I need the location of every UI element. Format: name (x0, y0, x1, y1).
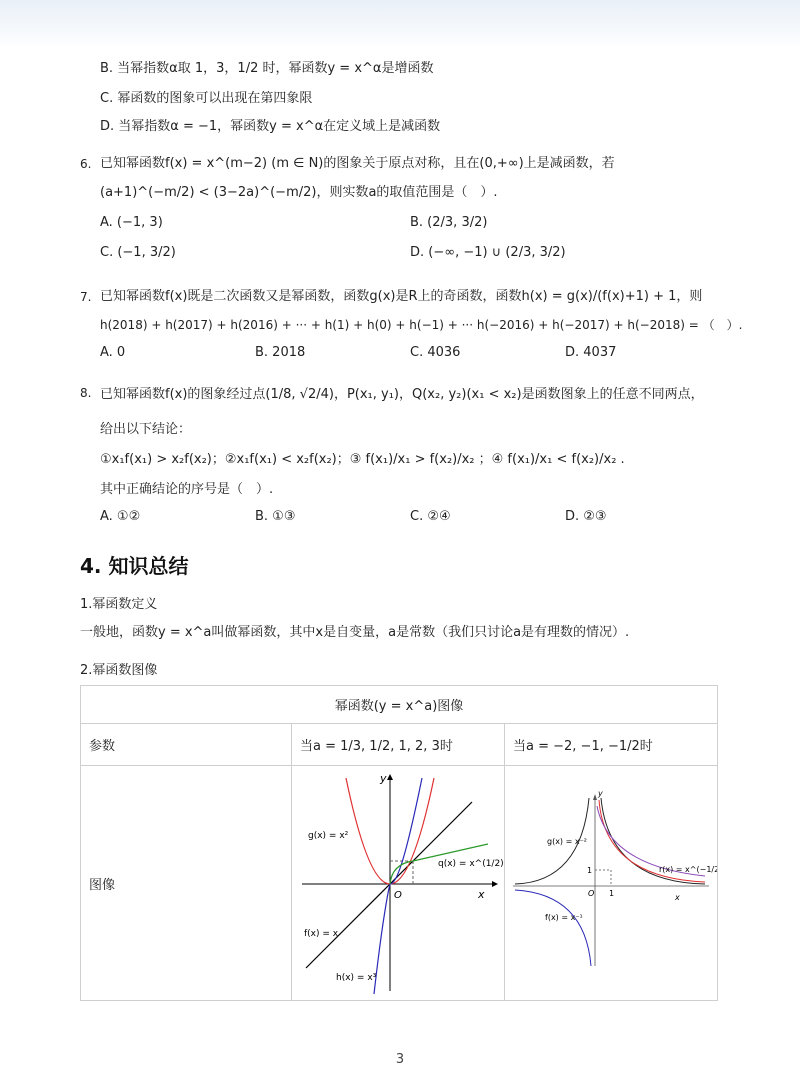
q5-option-b: B. 当幂指数α取 1，3，1/2 时，幂函数y = x^α是增函数 (100, 61, 434, 76)
graph2-origin-label: O (588, 889, 595, 898)
q6-option-d: D. (−∞, −1) ∪ (2/3, 3/2) (410, 245, 566, 260)
graph-positive-cell (292, 766, 505, 1001)
q7-number: 7. (80, 290, 92, 304)
q6-option-b: B. (2/3, 3/2) (410, 215, 488, 230)
q7-stem-line2: h(2018) + h(2017) + h(2016) + ··· + h(1) + h(0) + h(−1) + ··· h(−2016) + h(−2017) + h(−2018) = （ ）. (100, 318, 743, 332)
q8-option-d: D. ②③ (565, 509, 607, 524)
curve-f-linear (306, 802, 472, 968)
param-positive: 当a = 1/3, 1/2, 1, 2, 3时 (292, 724, 505, 766)
q7-option-d: D. 4037 (565, 345, 617, 360)
graph2-x-label: x (675, 893, 680, 902)
q6-option-a: A. (−1, 3) (100, 215, 163, 230)
section-title: 4. 知识总结 (80, 554, 189, 578)
graph2-one-y: 1 (587, 866, 593, 875)
q8-stem-line1: 已知幂函数f(x)的图象经过点(1/8, √2/4)，P(x₁, y₁)，Q(x₂, y₂)(x₁ < x₂)是函数图象上的任意不同两点， (100, 387, 704, 402)
f-inv-label: f(x) = x⁻¹ (545, 913, 583, 922)
q8-option-c: C. ②④ (410, 509, 451, 524)
q-curve-label: q(x) = x^(1/2) (438, 859, 504, 869)
graph-negative-cell (505, 766, 718, 1001)
g-curve-label: g(x) = x² (308, 831, 349, 841)
graph-subheading: 2.幂函数图像 (80, 663, 158, 678)
header-band (0, 0, 800, 48)
curve-f-inv-left (515, 890, 591, 966)
q7-option-c: C. 4036 (410, 345, 461, 360)
definition-subheading: 1.幂函数定义 (80, 597, 158, 612)
y-axis-arrow (593, 794, 597, 800)
q8-stem-line2: 给出以下结论： (100, 422, 192, 437)
q6-stem-line2: (a+1)^(−m/2) < (3−2a)^(−m/2)，则实数a的取值范围是（ ）. (100, 185, 498, 200)
table-caption: 幂函数(y = x^a)图像 (81, 686, 718, 724)
q5-option-d: D. 当幂指数α = −1，幂函数y = x^α在定义域上是减函数 (100, 119, 441, 134)
g-inv-label: g(x) = x⁻² (547, 837, 588, 846)
q8-stem-line3: ①x₁f(x₁) > x₂f(x₂)；②x₁f(x₁) < x₂f(x₂)；③ f(x₁)/x₁ > f(x₂)/x₂ ；④ f(x₁)/x₁ < f(x₂)/x₂ . (100, 452, 625, 467)
graph-label: 图像 (81, 766, 292, 1001)
q8-option-b: B. ①③ (255, 509, 296, 524)
q7-option-b: B. 2018 (255, 345, 306, 360)
positive-power-graph (292, 766, 504, 996)
graph1-origin-label: O (394, 890, 402, 901)
param-label: 参数 (81, 724, 292, 766)
definition-text: 一般地，函数y = x^a叫做幂函数，其中x是自变量，a是常数（我们只讨论a是有理数的情况）. (80, 625, 630, 640)
q8-option-a: A. ①② (100, 509, 141, 524)
power-function-table (80, 685, 718, 1001)
graph2-y-label: y (598, 789, 603, 798)
f-curve-label: f(x) = x (304, 929, 339, 939)
q7-stem-line1: 已知幂函数f(x)既是二次函数又是幂函数，函数g(x)是R上的奇函数，函数h(x) = g(x)/(f(x)+1) + 1，则 (100, 289, 703, 304)
q7-option-a: A. 0 (100, 345, 126, 360)
graph2-one-x: 1 (609, 889, 615, 898)
q8-stem-line4: 其中正确结论的序号是（ ）. (100, 482, 274, 497)
page-number: 3 (395, 1052, 405, 1067)
r-inv-label: r(x) = x^(−1/2) (659, 865, 717, 874)
q8-number: 8. (80, 386, 92, 400)
q6-number: 6. (80, 157, 92, 171)
h-curve-label: h(x) = x³ (336, 973, 377, 983)
y-axis-arrow (387, 774, 393, 780)
q5-option-c: C. 幂函数的图象可以出现在第四象限 (100, 91, 313, 106)
q6-option-c: C. (−1, 3/2) (100, 245, 176, 260)
q6-stem-line1: 已知幂函数f(x) = x^(m−2) (m ∈ N)的图象关于原点对称，且在(0,+∞)上是减函数，若 (100, 156, 615, 171)
param-negative: 当a = −2, −1, −1/2时 (505, 724, 718, 766)
negative-power-graph (505, 766, 717, 996)
curve-h-cube (374, 778, 422, 994)
x-axis-arrow (492, 881, 498, 887)
graph1-y-label: y (380, 772, 387, 785)
graph1-x-label: x (478, 888, 485, 901)
